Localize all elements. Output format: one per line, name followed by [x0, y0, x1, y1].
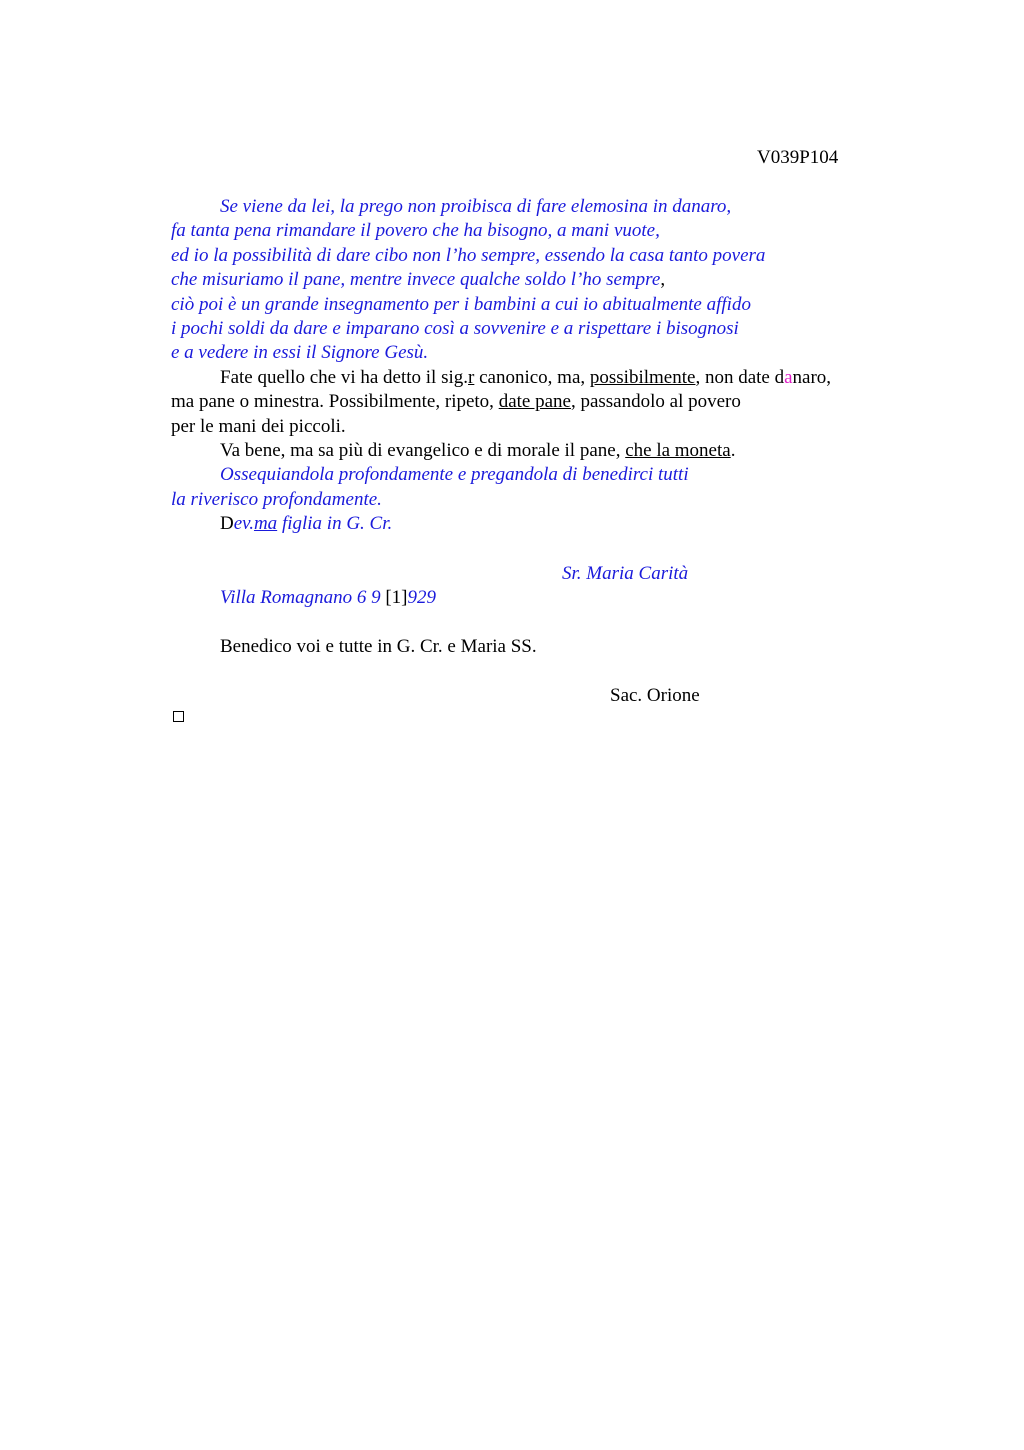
- reply-correction-letter: a: [784, 366, 793, 388]
- closing-line-3: [171, 512, 911, 536]
- place-date: [220, 586, 436, 610]
- signature-priest: Sac. Orione: [610, 685, 700, 706]
- reply-line-1: [171, 366, 911, 390]
- reply-line-2-part-c: , passandolo al povero: [570, 391, 741, 413]
- place-date-year: 929: [407, 587, 437, 608]
- end-square-icon: [173, 711, 184, 722]
- letter-body: [171, 195, 911, 536]
- letter-line-4: [171, 268, 911, 292]
- reply-line-1-part-c: canonico, ma,: [474, 366, 590, 388]
- reply-line-3: per le mani dei piccoli.: [171, 415, 346, 437]
- reply-underlined-possibilmente: possibilmente: [589, 366, 696, 388]
- letter-line-4-comma: ,: [660, 269, 666, 291]
- reply-line-2: [171, 390, 911, 414]
- letter-line-1: Se viene da lei, la prego non proibisca di fare elemosina in danaro,: [220, 196, 732, 217]
- place-date-bracket: [1]: [385, 587, 408, 608]
- reply-line-1-part-g: naro,: [792, 366, 832, 388]
- signature-sister: Sr. Maria Carità: [562, 563, 689, 584]
- reply-line-2-part-a: ma pane o minestra. Possibilmente, ripeto,: [171, 391, 499, 413]
- letter-line-2: fa tanta pena rimandare il povero che ha bisogno, a mani vuote,: [171, 220, 660, 242]
- closing-abbrev: ev.: [233, 513, 254, 535]
- closing-initial: D: [220, 513, 234, 535]
- letter-line-5: ciò poi è un grande insegnamento per i bambini a cui io abitualmente affido: [171, 293, 751, 315]
- reply-line-1-superscript: r: [468, 366, 475, 388]
- reply-line-1-part-a: Fate quello che vi ha detto il sig.: [220, 366, 469, 388]
- closing-abbrev-superscript: ma: [253, 513, 278, 535]
- closing-line-2: la riverisco profondamente.: [171, 488, 382, 510]
- reply-line-4: [171, 439, 911, 463]
- letter-line-6: i pochi soldi da dare e imparano così a sovvenire e a rispettare i bisognosi: [171, 317, 739, 339]
- letter-line-3: ed io la possibilità di dare cibo non l’ho sempre, essendo la casa tanto povera: [171, 244, 766, 266]
- closing-figlia: figlia in G. Cr.: [277, 513, 393, 535]
- blessing-line: Benedico voi e tutte in G. Cr. e Maria SS.: [220, 636, 537, 657]
- place-date-place: Villa Romagnano 6 9: [220, 587, 386, 608]
- reply-line-1-part-e: , non date d: [695, 366, 785, 388]
- letter-line-4-text: che misuriamo il pane, mentre invece qualche soldo l’ho sempre: [171, 269, 661, 291]
- reply-line-4-part-a: Va bene, ma sa più di evangelico e di morale il pane,: [220, 439, 626, 461]
- closing-line-1: Ossequiandola profondamente e pregandola di benedirci tutti: [220, 464, 689, 486]
- reply-underlined-date-pane: date pane: [498, 391, 571, 413]
- letter-line-7: e a vedere in essi il Signore Gesù.: [171, 342, 429, 364]
- reply-underlined-che-la-moneta: che la moneta: [625, 439, 731, 461]
- reply-line-4-period: .: [730, 439, 736, 461]
- page-code: V039P104: [757, 147, 839, 168]
